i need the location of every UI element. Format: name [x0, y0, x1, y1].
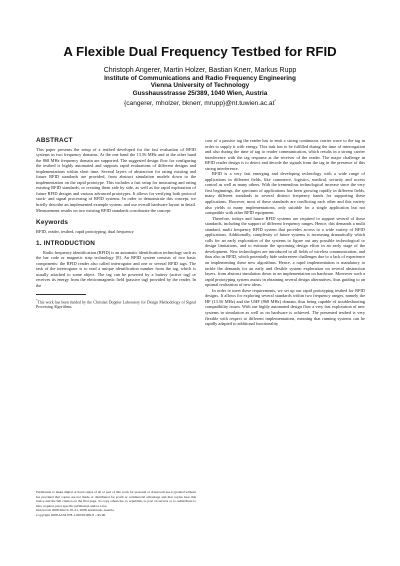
permission-notice: [36, 490, 196, 518]
author-names: Christoph Angerer, Martin Holzer, Bastian Knerr, Markus Rupp: [103, 67, 297, 74]
conference-line: Dslowcom 2008 March 19–21, 2008, Innsbruck, Austria.: [36, 508, 115, 513]
email-list: {cangerer, mholzer, bknerr, mrupp}@nt.tuwien.ac.at: [124, 100, 275, 108]
affiliation-address: Gusshausstrasse 25/389, 1040 Wien, Austria: [132, 89, 268, 97]
introduction-paragraph: Radio frequency identification (RFID) is an automatic identification technology such as the bar code or magnetic strip technology [8]. An RFID system consists of two basic components: the RFID reader also called interrogator and one or several RFID tags. The task of the interrogator is to read a unique identification number from the tag, which is usually attached to some object. The tag can be powered by a battery (active tag) or receives its energy from the electromagnetic field (passive tag) provided by the reader. In the: [36, 249, 196, 289]
author-emails: [0, 97, 400, 108]
keywords-text: RFID, reader, testbed, rapid prototyping, dual frequency: [36, 228, 134, 234]
intro-continued-paragraph: case of a passive tag the reader has to emit a strong continuous carrier wave to the tag in order to supply it with energy. This task has to be fulfilled during the time of interrogation and also during the time of tag to reader communication, which results in a strong carrier interference with the tag response at the receiver of the reader. The major challenge in RFID reader design is to detect and decode the signals from the tag in the presence of this strong interference.: [205, 138, 365, 171]
abstract-text: This paper presents the setup of a testbed developed for the fast evaluation of RFID systems in two frequency domains. At the one hand the 13.56 MHz and at the other hand the 868 MHz frequency domain are supported. The suggested design flow for configuring the testbed is highly automated and supports rapid evaluations of different designs and implementations within short time. Several layers of abstraction for rating existing and future RFID standards are provided, from abstract simulation models down to the implementation on the rapid prototype. This includes a fast setup for measuring and rating existing RFID standards, or creating them side by side, as well as the rapid exploration of future RFID designs and various advanced prototypes. It allows for verifying both protocol stack- and signal processing of RFID systems. In order to demonstrate this concept, we briefly describe an implemented example system, and our overall hardware layout in detail. Measurement results on two existing RFID standards corroborate the concept.: [36, 146, 196, 213]
keywords-heading: Keywords: [36, 219, 69, 227]
email-footnote-mark: *: [274, 98, 276, 104]
multi-standard-paragraph: Therefore, todays and future RFID systems are required to support several of these standards, including the support of different frequency ranges. Hence, this demands a multi standard, multi frequency RFID system that provides access to a wide variety of RFID applications. Additionally, complexity of future systems is increasing dramatically which calls for an early exploration of the systems to figure out any possible technological or design limitations, and to estimate the upcoming design effort in an early stage of the development. New technologies are introduced in all fields of wireless communication, and thus also in RFID, which potentially hide unforeseen challenges due to a lack of experience on implementing these new algorithms. Hence, a rapid implementation is mandatory to tackle the demands for an early and flexible system exploration on several abstraction layers, from abstract simulation down to an implementation on hardware. Moreover such a rapid prototyping system assists in obtaining several design alternatives, thus guiding to an optimal realization of new ideas.: [205, 215, 365, 288]
abstract-heading: ABSTRACT: [36, 137, 73, 144]
footnote-divider: [36, 294, 86, 295]
permission-text: Permission to make digital or hard copies of all or part of this work for personal or classroom use is granted without fee provided that copies are not made or distributed for profit or commercial advantage and that copies bear this notice and the full citation on the first page. To copy otherwise, to republish, to post on servers or to redistribute to lists, requires prior specific permission and/or a fee.: [36, 490, 196, 508]
footnote-text: This work has been funded by the Christian Doppler Laboratory for Design Methodology of Signal Processing Algorithms.: [36, 299, 196, 309]
rfid-applications-paragraph: RFID is a very fast emerging and developing technology with a wide range of applications in different fields, like commerce, logistics, medical, security and access control as well as many others. With the tremendous technological increase since the very first beginnings, the spectrum of applications has been growing rapidly in different fields, many different standards in several distinct frequency bands for supporting these applications. However, most of these standards are conflicting each other and this variety also yields to many implementations, only suitable for a single application but not compatible with other RFID equipment.: [205, 171, 365, 216]
affiliation-university: Vienna University of Technology: [150, 82, 250, 90]
funding-footnote: [36, 298, 196, 310]
author-block: [0, 67, 400, 108]
testbed-paragraph: In order to meet these requirements, we set up our rapid prototyping testbed for RFID designs. It allows for exploring several standards within two frequency ranges, namely the HF (13.56 MHz) and the UHF (868 MHz) domain, thus being capable of troubleshooting compatibility issues. With our highly automated design flow a very fast exploration of new systems in simulation as well as on hardware is achieved. The presented testbed is very flexible with respect to different implementations, meaning that running systems can be rapidly adapted to additional functionality: [205, 287, 365, 327]
copyright-line: Copyright 2008 ACM 978-1-60558-009-8 ...$5.00.: [36, 512, 106, 517]
paper-title: A Flexible Dual Frequency Testbed for RFID: [63, 44, 337, 59]
introduction-heading: 1. INTRODUCTION: [36, 240, 96, 248]
footnote-mark: *: [36, 297, 38, 302]
affiliation-institute: Institute of Communications and Radio Frequency Engineering: [104, 74, 296, 82]
left-column: [36, 138, 196, 310]
right-column: [205, 138, 365, 327]
